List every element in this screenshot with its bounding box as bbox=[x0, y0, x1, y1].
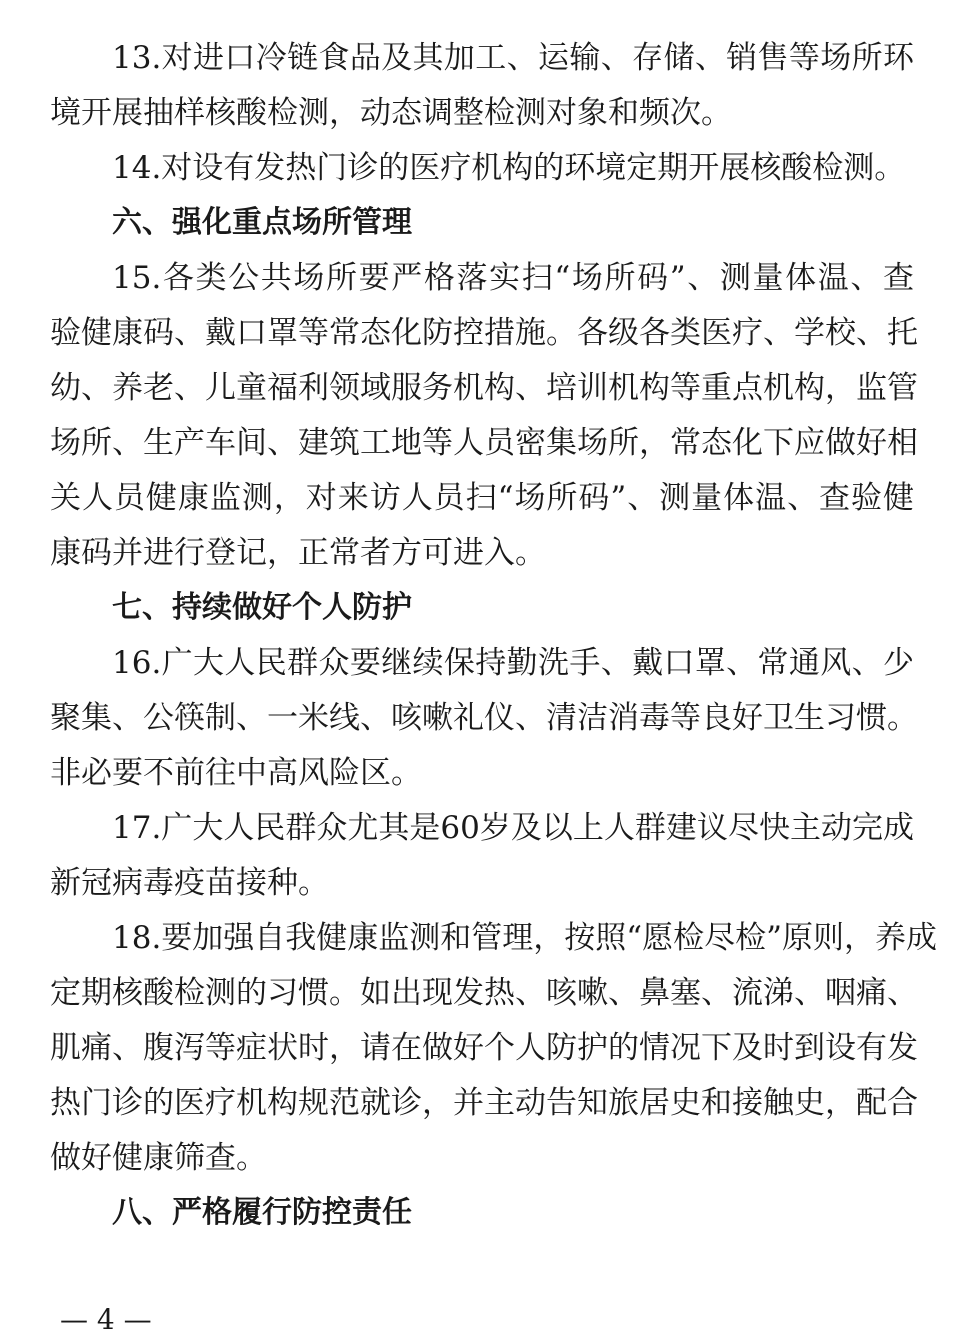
paragraph-17-line-1: 17.广大人民群众尤其是60岁及以上人群建议尽快主动完成 bbox=[112, 810, 914, 846]
paragraph-18-line-1: 18.要加强自我健康监测和管理，按照“愿检尽检”原则，养成 bbox=[112, 920, 937, 956]
paragraph-16-line-2: 聚集、公筷制、一米线、咳嗽礼仪、清洁消毒等良好卫生习惯。 bbox=[50, 700, 918, 736]
paragraph-18-line-5: 做好健康筛查。 bbox=[50, 1140, 267, 1176]
paragraph-15-line-5: 关人员健康监测，对来访人员扫“场所码”、测量体温、查验健 bbox=[50, 480, 914, 516]
page-number: — 4 — bbox=[60, 1303, 152, 1336]
paragraph-17-line-2: 新冠病毒疫苗接种。 bbox=[50, 865, 329, 901]
paragraph-15-line-4: 场所、生产车间、建筑工地等人员密集场所，常态化下应做好相 bbox=[50, 425, 918, 461]
paragraph-18-line-4: 热门诊的医疗机构规范就诊，并主动告知旅居史和接触史，配合 bbox=[50, 1085, 918, 1121]
paragraph-15-line-3: 幼、养老、儿童福利领域服务机构、培训机构等重点机构，监管 bbox=[50, 370, 918, 406]
paragraph-15-line-6: 康码并进行登记，正常者方可进入。 bbox=[50, 535, 546, 571]
paragraph-13-line-2: 境开展抽样核酸检测，动态调整检测对象和频次。 bbox=[50, 95, 732, 131]
paragraph-13-line-1: 13.对进口冷链食品及其加工、运输、存储、销售等场所环 bbox=[112, 40, 914, 76]
section-heading-6: 六、强化重点场所管理 bbox=[112, 205, 412, 240]
paragraph-18-line-2: 定期核酸检测的习惯。如出现发热、咳嗽、鼻塞、流涕、咽痛、 bbox=[50, 975, 918, 1011]
paragraph-15-line-1: 15.各类公共场所要严格落实扫“场所码”、测量体温、查 bbox=[112, 260, 914, 296]
paragraph-18-line-3: 肌痛、腹泻等症状时，请在做好个人防护的情况下及时到设有发 bbox=[50, 1030, 918, 1066]
paragraph-14-line-1: 14.对设有发热门诊的医疗机构的环境定期开展核酸检测。 bbox=[112, 150, 906, 186]
paragraph-16-line-3: 非必要不前往中高风险区。 bbox=[50, 755, 422, 791]
paragraph-15-line-2: 验健康码、戴口罩等常态化防控措施。各级各类医疗、学校、托 bbox=[50, 315, 918, 351]
section-heading-7: 七、持续做好个人防护 bbox=[112, 590, 412, 625]
paragraph-16-line-1: 16.广大人民群众要继续保持勤洗手、戴口罩、常通风、少 bbox=[112, 645, 914, 681]
section-heading-8: 八、严格履行防控责任 bbox=[112, 1195, 412, 1230]
